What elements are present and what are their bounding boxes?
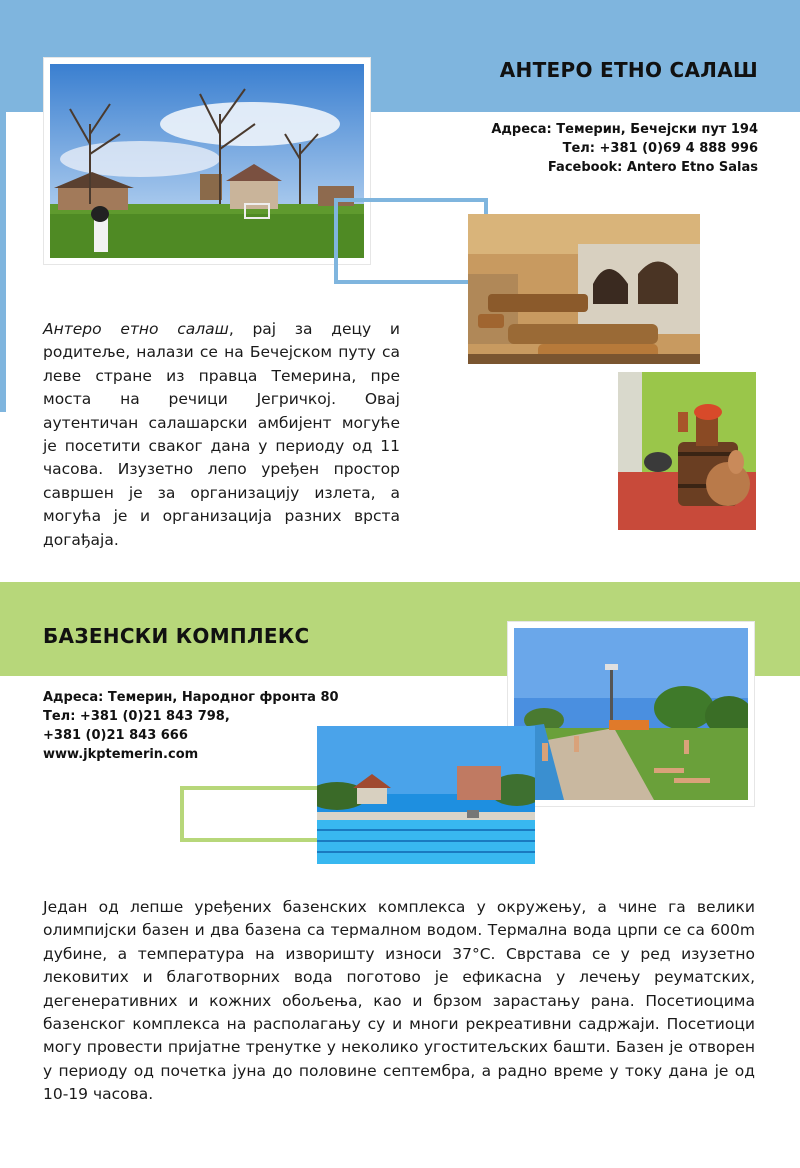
description-antero-italic: Антеро етно салаш (43, 320, 229, 338)
phone-antero: Тел: +381 (0)69 4 888 996 (562, 141, 758, 156)
left-accent-blue (0, 112, 6, 412)
phone-pool-1: Тел: +381 (0)21 843 798, (43, 709, 230, 724)
pool-lawn-photo (508, 622, 754, 806)
description-antero-text: , рај за децу и родитеље, налази се на Бечејском путу са леве стране из правца Темерина, пре моста на речици Јегричкој. Овај аутентичан салашарски амбијент могуће је посетити сваког дана у периоду од 11 часова. Изузетно лепо уређен простор савршен је за организацију излета, а могућа је и организација разних врста догађаја. (43, 320, 400, 549)
contact-block-antero (491, 120, 758, 177)
description-pool: Један од лепше уређених базенских комплекса у окружењу, а чине га велики олимпијски базен и два базена са термалном водом. Термална вода црпи се са 600m дубине, а температура на изворишту износи 37°C. Сврстава се у ред изузетно лековитих и благотворних вода поготово је ефикасна у лечењу реуматских, дегенеративних и кожних обољења, као и брзом зарастању рана. Посетиоцима базенског комплекса на располагању су и многи рекреативни садржаји. Посетиоци могу провести пријатне тренутке у неколико угоститељских башти. Базен је отворен у периоду од почетка јуна до половине септембра, а радно време у току дана је од 10-19 часова. (43, 898, 755, 1104)
phone-pool-2: +381 (0)21 843 666 (43, 728, 188, 743)
decorative-frame-blue (334, 198, 488, 284)
address-antero: Адреса: Темерин, Бечејски пут 194 (491, 122, 758, 137)
section-title-antero: АНТЕРО ЕТНО САЛАШ (499, 58, 758, 82)
decorative-frame-green (180, 786, 336, 842)
farm-yard-photo (44, 58, 370, 264)
description-antero (43, 318, 400, 552)
pottery-photo (618, 372, 756, 530)
address-pool: Адреса: Темерин, Народног фронта 80 (43, 690, 339, 705)
facebook-antero: Facebook: Antero Etno Salas (547, 160, 758, 175)
contact-block-pool (43, 688, 339, 764)
olympic-pool-photo (317, 726, 535, 864)
website-link[interactable]: www.jkptemerin.com (43, 747, 199, 762)
interior-photo (468, 214, 700, 364)
section-title-pool: БАЗЕНСКИ КОМПЛЕКС (43, 624, 310, 648)
